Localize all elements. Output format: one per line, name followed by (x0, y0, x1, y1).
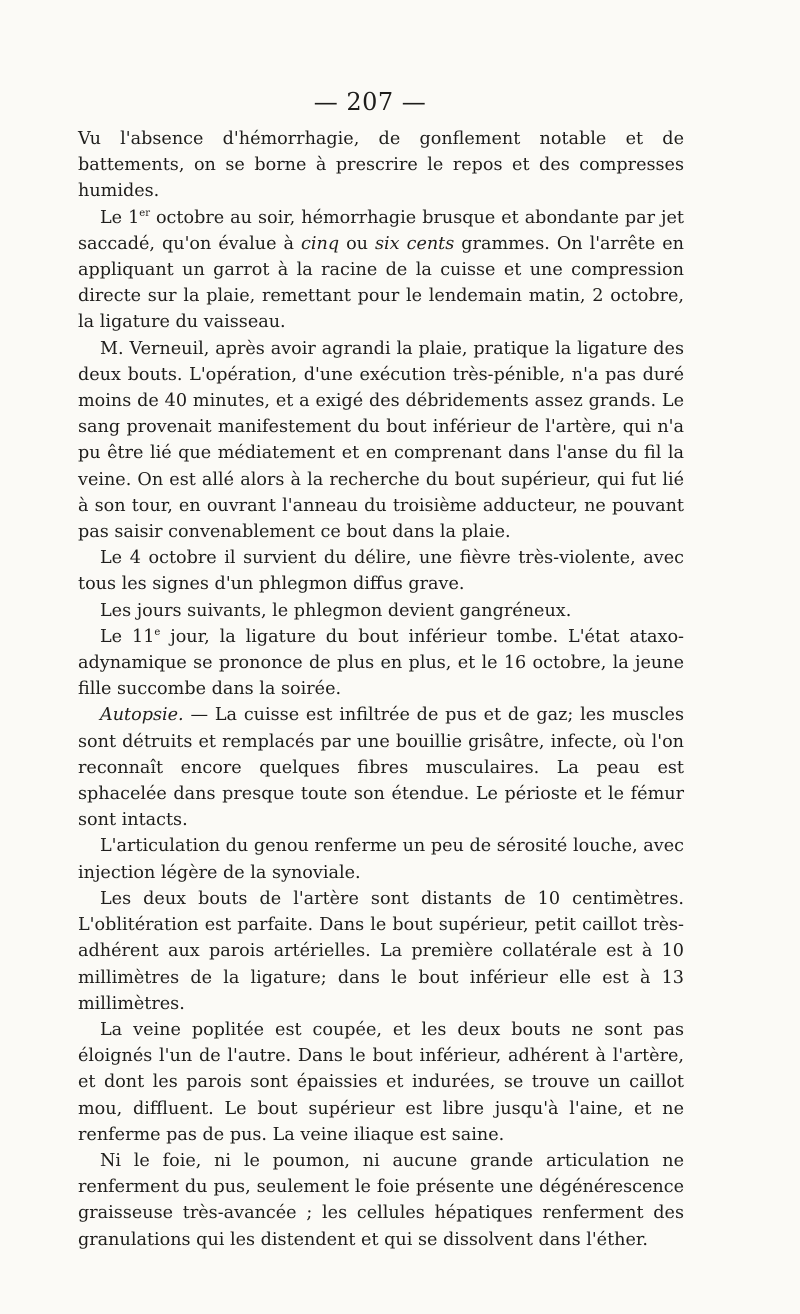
paragraph: Ni le foie, ni le poumon, ni aucune grande articulation ne renferment du pus, seulement le foie présente une dégénérescence graisseuse très-avancée ; les cellules hépatiques renferment des granulations qui les distendent et qui se dissolvent dans l'éther. (78, 1150, 684, 1250)
paragraph: Le 4 octobre il survient du délire, une fièvre très-violente, avec tous les signes d'un phlegmon diffus grave. (78, 548, 684, 595)
page-number: — 207 — (313, 88, 427, 116)
paragraph: La veine poplitée est coupée, et les deux bouts ne sont pas éloignés l'un de l'autre. Dans le bout inférieur, adhérent à l'artère, et dont les parois sont épaissies et indurées, se trouve un caillot mou, diffluent. Le bout supérieur est libre jusqu'à l'aine, et ne renferme pas de pus. La veine iliaque est saine. (78, 1019, 684, 1145)
paragraph: Le 11e jour, la ligature du bout inférieur tombe. L'état ataxo-adynamique se prononce de plus en plus, et le 16 octobre, la jeune fille succombe dans la soirée. (78, 626, 684, 700)
body-text (78, 126, 684, 1253)
paragraph: Autopsie. — La cuisse est infiltrée de pus et de gaz; les muscles sont détruits et remplacés par une bouillie grisâtre, infecte, où l'on reconnaît encore quelques fibres musculaires. La peau est sphacelée dans presque toute son étendue. Le périoste et le fémur sont intacts. (78, 705, 684, 831)
paragraph: Le 1er octobre au soir, hémorrhagie brusque et abondante par jet saccadé, qu'on évalue à cinq ou six cents grammes. On l'arrête en appliquant un garrot à la racine de la cuisse et une compression directe sur la plaie, remettant pour le lendemain matin, 2 octobre, la ligature du vaisseau. (78, 207, 685, 333)
paragraph: Les jours suivants, le phlegmon devient gangréneux. (100, 600, 572, 621)
paragraph: M. Verneuil, après avoir agrandi la plaie, pratique la ligature des deux bouts. L'opération, d'une exécution très-pénible, n'a pas duré moins de 40 minutes, et a exigé des débridements assez grands. Le sang provenait manifestement du bout inférieur de l'artère, qui n'a pu être lié que médiatement et en comprenant dans l'anse du fil la veine. On est allé alors à la recherche du bout supérieur, qui fut lié à son tour, en ouvrant l'anneau du troisième adducteur, ne pouvant pas saisir convenablement ce bout dans la plaie. (78, 338, 684, 543)
paragraph: Vu l'absence d'hémorrhagie, de gonflement notable et de battements, on se borne à prescrire le repos et des compresses humides. (78, 129, 684, 202)
paragraph: L'articulation du genou renferme un peu de sérosité louche, avec injection légère de la synoviale. (78, 836, 684, 883)
paragraph: Les deux bouts de l'artère sont distants de 10 centimètres. L'oblitération est parfaite. Dans le bout supérieur, petit caillot très-adhérent aux parois artérielles. La première collatérale est à 10 millimètres de la ligature; dans le bout inférieur elle est à 13 millimètres. (78, 888, 684, 1014)
